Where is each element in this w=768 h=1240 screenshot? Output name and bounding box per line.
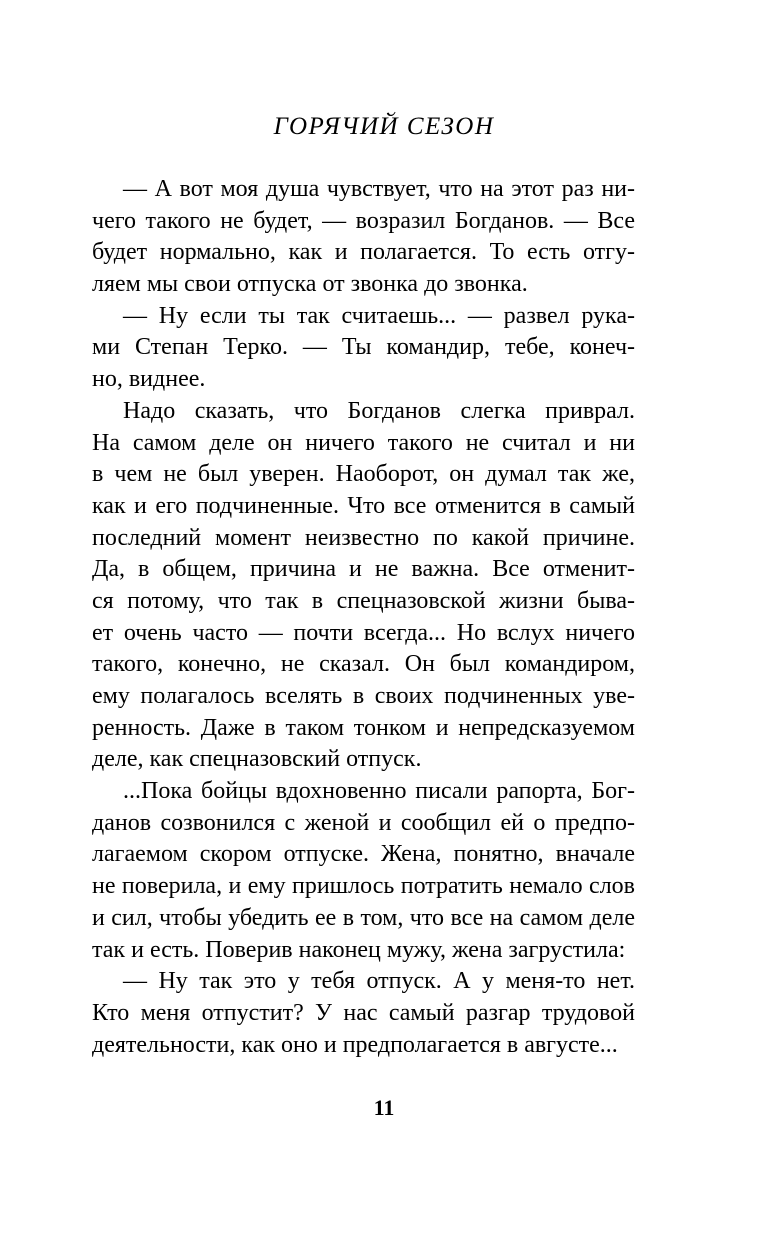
text-line: ...Пока бойцы вдохновенно писали рапорта, Бог-	[123, 778, 635, 805]
text-line: последний момент неизвестно по какой причине.	[92, 524, 635, 551]
text-line: ся потому, что так в спецназовской жизни быва-	[92, 587, 635, 614]
text-line: так и есть. Поверив наконец мужу, жена загрустила:	[92, 936, 626, 963]
paragraph	[92, 966, 635, 1061]
text-line: и сил, чтобы убедить ее в том, что все на самом деле	[92, 904, 635, 931]
text-line: ляем мы свои отпуска от звонка до звонка.	[92, 271, 528, 298]
text-line: чего такого не будет, — возразил Богданов. — Все	[92, 207, 635, 234]
text-line: как и его подчиненные. Что все отменится в самый	[92, 492, 635, 519]
text-line: будет нормально, как и полагается. То есть отгу-	[92, 239, 635, 266]
text-line: ему полагалось вселять в своих подчиненных уве-	[92, 683, 635, 709]
text-line: — Ну так это у тебя отпуск. А у меня-то нет.	[123, 968, 635, 995]
text-line: ет очень часто — почти всегда... Но вслух ничего	[92, 619, 635, 646]
text-line: данов созвонился с женой и сообщил ей о предпо-	[92, 809, 635, 836]
text-line: — Ну если ты так считаешь... — развел рука-	[123, 302, 635, 329]
text-line: Надо сказать, что Богданов слегка приврал.	[123, 397, 635, 424]
text-line: — А вот моя душа чувствует, что на этот раз ни-	[123, 176, 635, 202]
text-line: Кто меня отпустит? У нас самый разгар трудовой	[92, 999, 635, 1026]
text-line: в чем не был уверен. Наоборот, он думал так же,	[92, 461, 635, 488]
paragraph	[92, 174, 635, 301]
text-line: Да, в общем, причина и не важна. Все отменит-	[92, 556, 635, 583]
text-line: На самом деле он ничего такого не считал и ни	[92, 429, 635, 456]
text-line: такого, конечно, не сказал. Он был командиром,	[92, 651, 635, 678]
running-head: ГОРЯЧИЙ СЕЗОН	[273, 113, 495, 140]
text-line: ми Степан Терко. — Ты командир, тебе, конеч-	[92, 334, 635, 361]
text-line: деле, как спецназовский отпуск.	[92, 746, 422, 773]
text-line: но, виднее.	[92, 366, 206, 393]
text-line: лагаемом скором отпуске. Жена, понятно, вначале	[92, 841, 635, 868]
paragraph	[92, 776, 635, 966]
page-number: 11	[373, 1095, 395, 1120]
paragraph	[92, 396, 635, 776]
text-line: не поверила, и ему пришлось потратить немало слов	[92, 873, 635, 900]
paragraph	[92, 301, 635, 396]
text-line: деятельности, как оно и предполагается в августе...	[92, 1031, 618, 1058]
body-text	[92, 174, 635, 1061]
text-line: ренность. Даже в таком тонком и непредсказуемом	[92, 714, 635, 741]
